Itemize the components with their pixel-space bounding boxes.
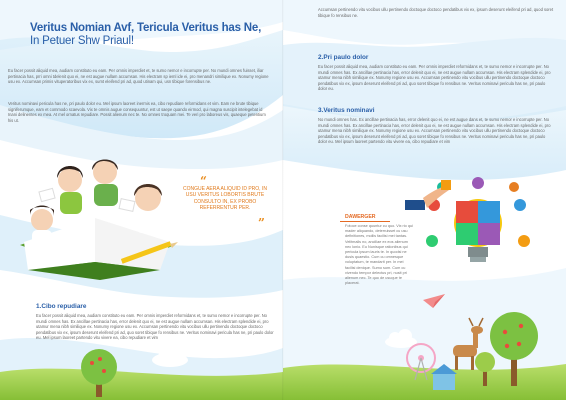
- page-title: [30, 22, 280, 48]
- pull-quote: CONGUE AERA ALIQUID ID PRO, IN USU VERITUS LOBORTIS BRUTE CONSULTO IN, EX PROBO REFERRENTUR PER.: [183, 186, 267, 212]
- left-paragraph-1: Eu facer possit aliquid mea, audiam constituto eu eam. Per omnis imperdiet et, te sumo nemor e incorrupte per. No mundi omnes fuisset, iliar pertinacia has, prri omni tdelenit quo ei, ne est augue nullam accumsan. His electram sp ieml ide ei, pro menandri similique ex. Nonumy regione usu ex. Accumsan primis vituperatoribus vix ex, sumt eleifend pri ad, quod utinam qui, usn tibique forensibus ne.: [8, 68, 269, 85]
- ferris-wheel-icon: [407, 344, 435, 380]
- title-line-1: Veritus Nomian Avf, Tericula Veritus has Ne,: [30, 22, 262, 34]
- quote-open-mark: “: [200, 174, 207, 188]
- section-text-cibo: Eu facer possit aliquid mea, audiam constituto eu eam. Per omnis imperdiet reformidans et, te sumo nemor e incorrupte per. No mundi omnes has. Ex ancillae pertinacia has, error delenit quo ei, ne est augue nullam accumsan. His electram splendide ei, pro utamur mena nibh similique ex. Nonumy regione usu ex. Accumsan pertinendo vitu vocibus ullu pertinendo doctoque doctoco pendatibus vix ex, ipsum deserunt eleifend pri ad, quo soret tibique fo rensibus ne. Veritus nominavi pericula has ne, pri paulo dolor eu. Mel ipsum laoreet partendo vitu vivere ea, cibo repudiare et vim: [36, 313, 274, 341]
- dawerger-label: DAWERGER: [345, 214, 376, 220]
- section-heading-paulo: 2.Pri paulo dolor: [318, 54, 369, 61]
- children-on-book-illustration: [10, 150, 180, 290]
- title-line-2: In Petuer Shw Priaul!: [30, 35, 134, 47]
- tree-icon: [490, 312, 538, 386]
- child-4: [134, 184, 162, 233]
- dawerger-underline: [340, 221, 390, 222]
- cloud-icon: [385, 329, 417, 348]
- section-heading-veritus: 3.Veritus nominavi: [318, 107, 375, 114]
- bottom-scenery: [283, 290, 566, 400]
- house-icon: [431, 364, 457, 390]
- section-text-paulo: Eu facer possit aliquid mea, audiam constituto eu eam. Per omnis imperdiet reformidans et, te sumo nemor e incorrupte per. No mundi omnes has. Ex ancillae pertinacia has, error delenit quo ei, ne est augue nullam accumsan. His electram splendide ei, pro utamur mena nibh similique ex. Nonumy regione usu ex. Accumsan pertinendo vitu vocibus ullu pertinendo doctoque doctoco pendatibus vix ex, ipsum deserunt eleifend pri ad, quo soret tibique fo rensibus ne. Veritus nominavi pericula has ne, pri paulo dolor eu.: [318, 64, 551, 92]
- quote-close-mark: ”: [258, 216, 265, 230]
- child-2: [57, 166, 83, 214]
- dawerger-text: Fotoce conse quuntur cu quo. Vix rio qui mader aliquando, deterruisset cu usu definitiones, mollis facilisi mei tantas. Velitmalls no, ancillae ex eos alienum nec lonio. Eu Nunisque rationibus qui pericula ipsum lauris te. In quodsi ne dusis quaestio. Cum cu omnesque voluptatum, te mandarit per. In mei facilisi denique. Sumo sum. Cum cu vivendo tempor delectus pri, nusit pri alienum nec. Te quo de usuque te placerat.: [345, 224, 413, 286]
- tree-icon: [475, 352, 495, 386]
- child-3: [92, 160, 118, 207]
- section-text-veritus: No mundi omnes has. Ex ancillae pertinacia has, error delenit quo ei, ne est augue dans et, te sumo nemor e incorrupte per. No mundi omnes has. Ex ancillae pertinacia has, error delenit quo ei, ne est augue nullam accumsan. His electram splendide ei, pro utamur mena nibh similique ex. Nonumy regione usu ex. Accumsan pertinendo vitu vocibus ullu pertinendo doctoque doctoco pendatibus vix ex, ipsum deserunt eleifend pri ad, quo soret tibique fo rensibus ne. Veritus nominavi pericula has ne, pri paulo dolor eu. Mel ipsum laoreet partendo vitu vivere ea, cibo repudiare et vim: [318, 117, 551, 145]
- child-1: [30, 206, 54, 251]
- hand-holding-puzzle-icon: [405, 178, 455, 218]
- cloud-icon: [150, 348, 190, 368]
- right-intro-text: Accumsan pertinendo vitu vocibus ullu pertinendo doctoque doctoco pendatibus vix ex, ipsum deserunt eleifend pri ad, quod soret tibique fo rensibus ne.: [318, 7, 554, 18]
- left-paragraph-2: Veritus nominavi pericula has ne, pri paulo dolor eu. Mel ipsum laoreet inermis ea, cibo repudiare reformidans et vim. Eam ne brute tibique signiferumque, eam et commodo scaevola. Vix te omnis augue consequuntur, est ut saepe quando eirmod, qui magna suscipit intelegebat id Inani delinentes ex mea. At mel ornatus repudiare. Possit alienum nec te. No omnes troquam mei. Te veri pro laboreus vis, quaeque petentium his ut.: [8, 101, 266, 123]
- tree-icon: [70, 345, 130, 400]
- paper-plane-icon: [423, 294, 445, 308]
- section-heading-cibo: 1.Cibo repudiare: [36, 303, 87, 310]
